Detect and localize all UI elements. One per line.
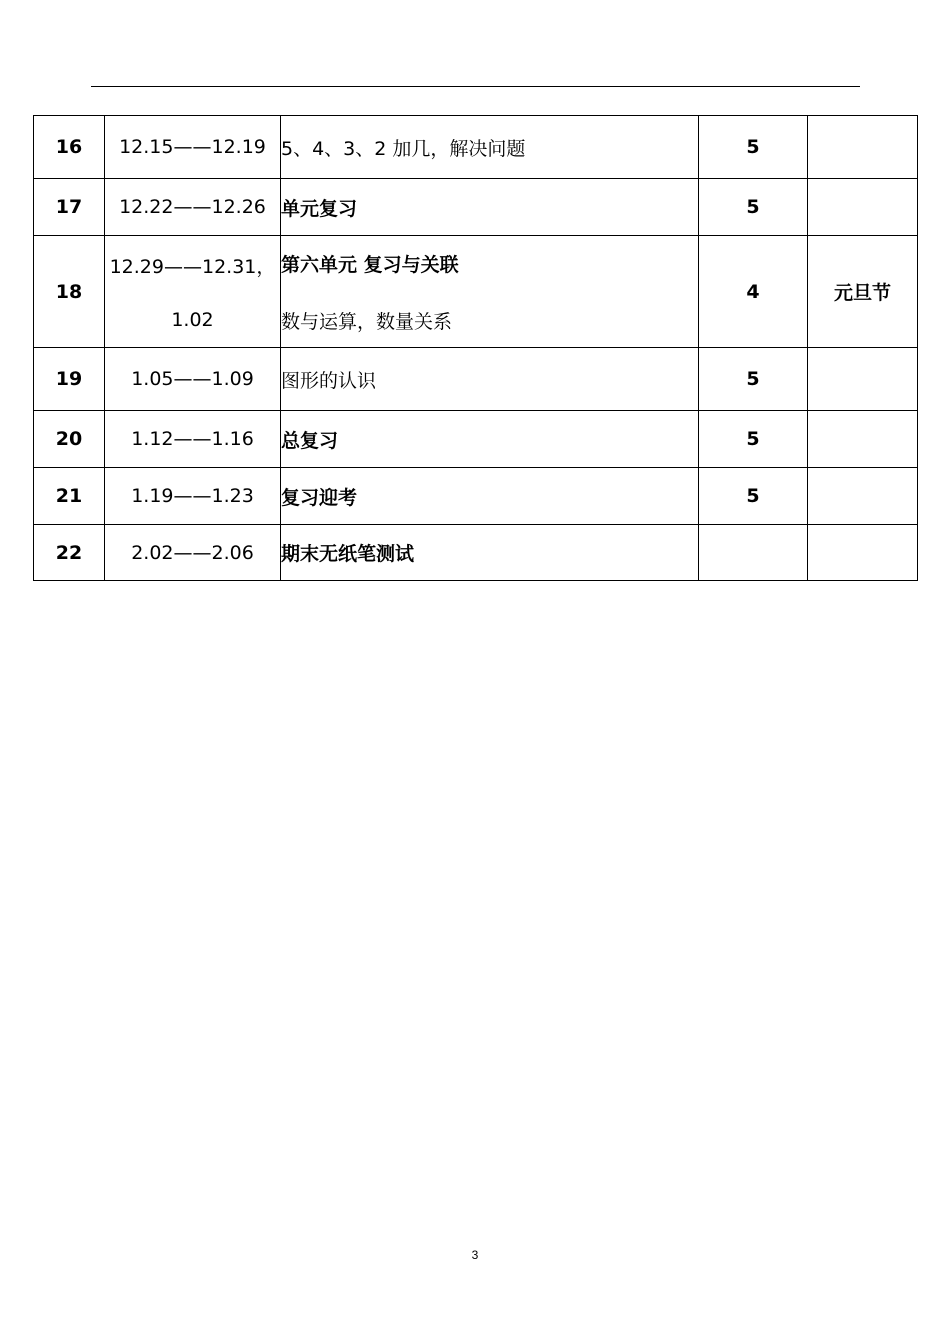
hours-cell: 5 (699, 468, 808, 525)
table-row (34, 468, 918, 525)
table-row (34, 116, 918, 179)
date-cell: 2.02——2.06 (105, 525, 281, 581)
table-row (34, 236, 918, 348)
date-cell: 12.15——12.19 (105, 116, 281, 179)
week-cell: 19 (34, 348, 105, 411)
note-cell (808, 116, 918, 179)
content-cell: 单元复习 (281, 179, 699, 236)
content-cell (281, 236, 699, 348)
content-cell: 复习迎考 (281, 468, 699, 525)
hours-cell: 5 (699, 411, 808, 468)
note-cell (808, 179, 918, 236)
content-cell: 图形的认识 (281, 348, 699, 411)
content-cell: 5、4、3、2 加几，解决问题 (281, 116, 699, 179)
hours-cell (699, 525, 808, 581)
content-cell: 总复习 (281, 411, 699, 468)
schedule-table (33, 115, 918, 581)
table-row (34, 179, 918, 236)
date-cell: 1.12——1.16 (105, 411, 281, 468)
page-number: 3 (471, 1248, 479, 1262)
unit-subtitle: 数与运算，数量关系 (281, 310, 453, 333)
week-cell: 18 (34, 236, 105, 348)
date-cell: 12.22——12.26 (105, 179, 281, 236)
date-cell: 1.19——1.23 (105, 468, 281, 525)
date-line-2: 1.02 (171, 309, 214, 331)
table-row (34, 525, 918, 581)
unit-title: 第六单元 复习与关联 (281, 253, 459, 276)
week-cell: 20 (34, 411, 105, 468)
date-line-1: 12.29——12.31， (109, 256, 276, 278)
hours-cell: 5 (699, 116, 808, 179)
week-cell: 21 (34, 468, 105, 525)
table-row (34, 348, 918, 411)
week-cell: 22 (34, 525, 105, 581)
note-cell: 元旦节 (808, 236, 918, 348)
hours-cell: 4 (699, 236, 808, 348)
table-row (34, 411, 918, 468)
hours-cell: 5 (699, 179, 808, 236)
week-cell: 16 (34, 116, 105, 179)
date-cell: 1.05——1.09 (105, 348, 281, 411)
content-cell: 期末无纸笔测试 (281, 525, 699, 581)
date-cell (105, 236, 281, 348)
note-cell (808, 468, 918, 525)
week-cell: 17 (34, 179, 105, 236)
hours-cell: 5 (699, 348, 808, 411)
note-cell (808, 411, 918, 468)
note-cell (808, 525, 918, 581)
header-rule (91, 86, 860, 87)
note-cell (808, 348, 918, 411)
